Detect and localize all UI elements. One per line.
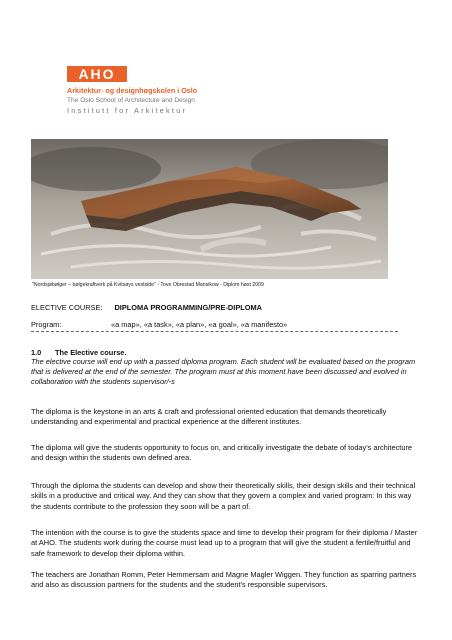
course-label: ELECTIVE COURSE: (31, 303, 103, 312)
section-heading (31, 348, 126, 357)
logo-mark (67, 66, 127, 82)
section-number: 1.0 (31, 348, 42, 357)
course-heading (31, 303, 262, 312)
image-caption: "Nordsjøbølger – bølgekraftverk på Kvitsøys vestside" - Tove Obrestad Mansikow - Diplom høst 2009 (32, 282, 264, 288)
paragraph-teachers: The teachers are Jonathan Romm, Peter Hemmersam and Magne Magler Wiggen. They function as sparring partners and also as discussion partners for the students and the student's responsible supervisors. (31, 570, 417, 590)
logo-line-english: The Oslo School of Architecture and Design (67, 97, 195, 104)
section-title: The Elective course. (55, 348, 127, 357)
paragraph-skills: Through the diploma the students can develop and show their theoretically skills, their design skills and their technical skills in a productive and critical way. And they can show that they govern a complex and varied program: In this way the students contribute to the profession they soon will be a part of. (31, 481, 416, 511)
course-title: DIPLOMA PROGRAMMING/PRE-DIPLOMA (114, 303, 263, 312)
paragraph-intention: The intention with the course is to give the students space and time to develop their program for their diploma / Master at AHO. The students work during the course must lead up to a program that will give the student a fertile/fruitful and safe framework to develop their diploma within. (31, 528, 418, 558)
architecture-model-photo (31, 139, 388, 279)
logo-line-norwegian: Arkitektur- og designhøgskolen i Oslo (67, 86, 198, 95)
logo-line-institute: Institutt for Arkitektur (67, 106, 188, 115)
section-intro: The elective course will end up with a passed diploma program. Each student will be evaluated based on the program that is delivered at the end of the semester. The program must at this moment have been discussed and evolved in collaboration with the students supervisor/-s (31, 357, 416, 386)
model-photo-graphic (31, 139, 388, 279)
program-label: Program: (31, 320, 62, 329)
program-line (31, 320, 288, 329)
program-value: «a map», «a task», «a plan», «a goal», «a manifesto» (111, 320, 288, 329)
dashed-divider (31, 331, 398, 332)
paragraph-opportunity: The diploma will give the students opportunity to focus on, and critically investigate the debate of today's architecture and design within the students own defined area. (31, 443, 413, 463)
paragraph-keystone: The diploma is the keystone in an arts & craft and professional oriented education that demands theoretically understanding and experimental and practical experience at the different institutes. (31, 407, 387, 427)
aho-logo (67, 66, 267, 126)
logo-mark-text: AHO (78, 66, 116, 82)
